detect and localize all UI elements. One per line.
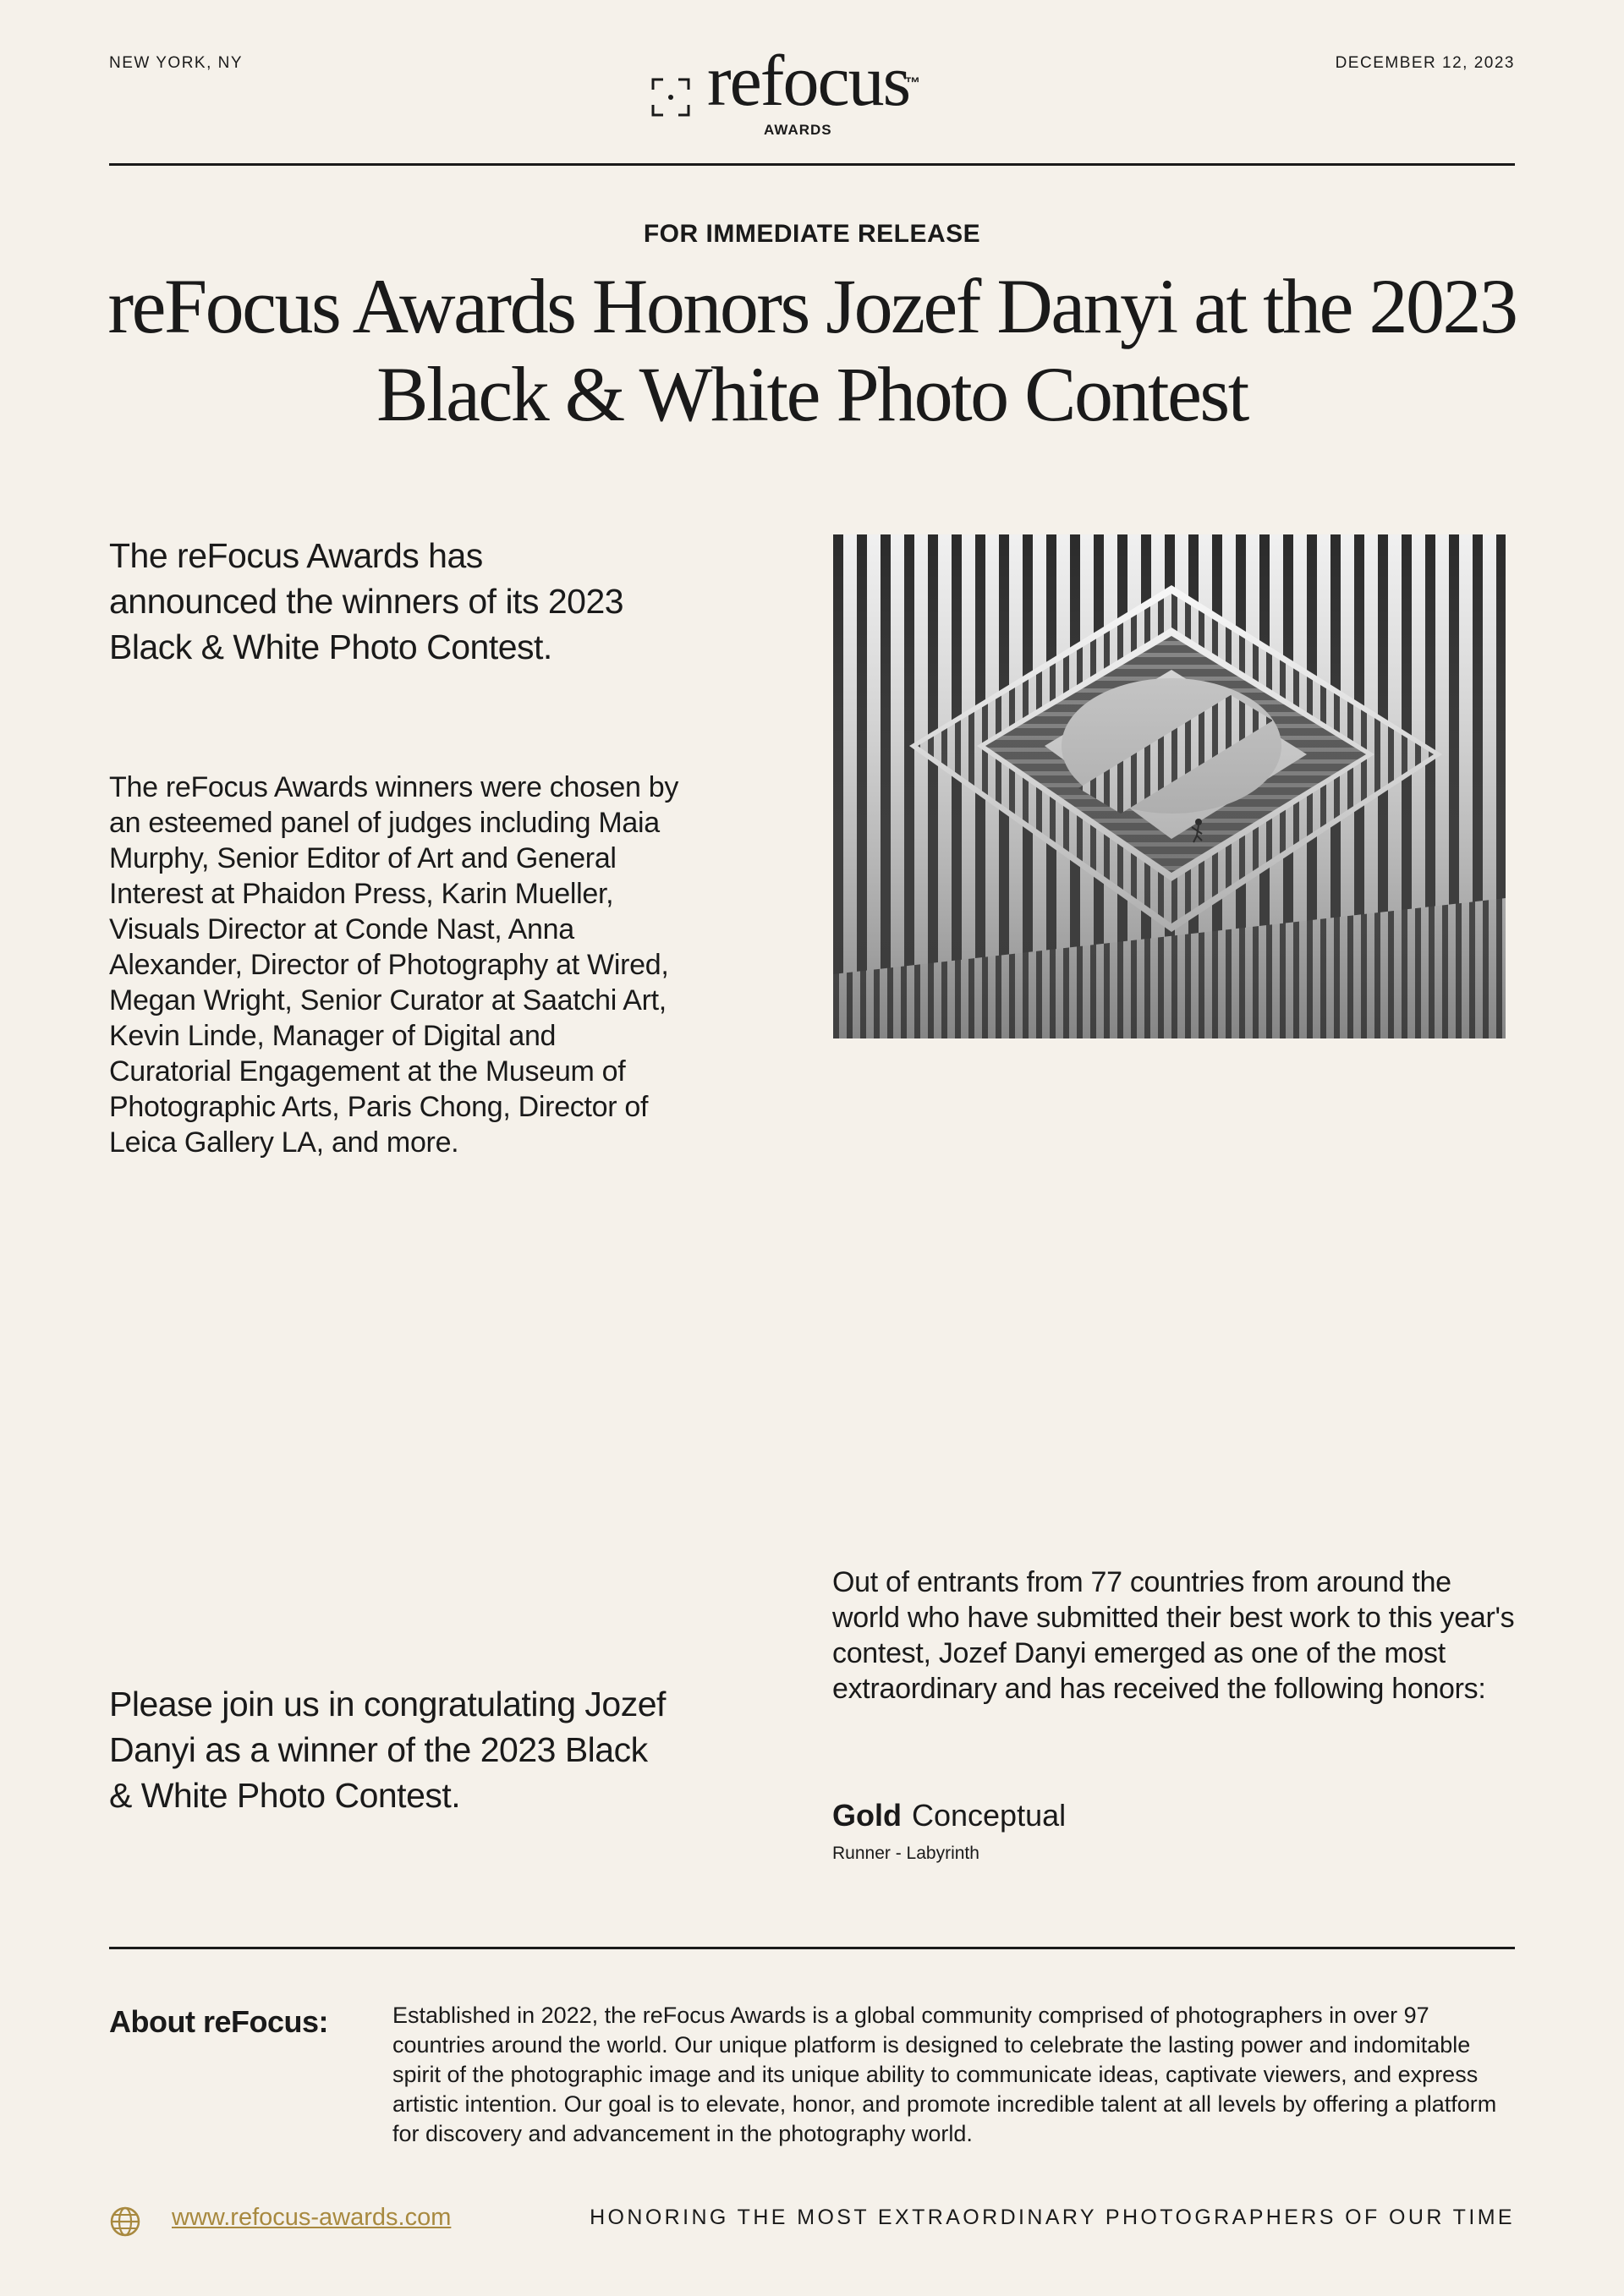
website-link[interactable]: www.refocus-awards.com: [172, 2204, 452, 2231]
location-text: NEW YORK, NY: [109, 54, 244, 72]
award-entry: [832, 1798, 1066, 1833]
congrats-paragraph: Please join us in congratulating Jozef Danyi as a winner of the 2023 Black & White Photo Contest.: [109, 1685, 666, 1815]
award-category: Conceptual: [911, 1798, 1067, 1833]
header-divider: [109, 163, 1515, 166]
logo-wordmark: refocus: [707, 40, 910, 121]
globe-icon: [109, 2206, 141, 2242]
intro-paragraph: The reFocus Awards has announced the winners of its 2023 Black & White Photo Contest.: [109, 536, 624, 666]
about-paragraph: Established in 2022, the reFocus Awards is a global community comprised of photographers in over 97 countries around the world. Our unique platform is designed to celebrate the lasting power and indomitable spirit of the photographic image and its unique ability to communicate ideas, captivate viewers, and express artistic intention. Our goal is to elevate, honor, and promote incredible talent at all levels by offering a platform for discovery and advancement in the photography world.: [392, 2003, 1497, 2146]
logo-trademark: ™: [905, 74, 920, 91]
tagline: HONORING THE MOST EXTRAORDINARY PHOTOGRAPHERS OF OUR TIME: [590, 2206, 1515, 2229]
about-label: About reFocus:: [109, 2004, 328, 2039]
countries-paragraph: Out of entrants from 77 countries from around the world who have submitted their best work to this year's contest, Jozef Danyi emerged as one of the most extraordinary and has received the following honors:: [832, 1566, 1515, 1705]
footer-divider: [109, 1947, 1515, 1949]
logo-subtitle: AWARDS: [764, 122, 832, 138]
winning-photo: [833, 534, 1506, 1038]
focus-bracket-icon: [651, 78, 690, 117]
award-work-title: Runner - Labyrinth: [832, 1844, 979, 1863]
headline: reFocus Awards Honors Jozef Danyi at the 2023 Black & White Photo Contest: [107, 263, 1517, 437]
release-label: FOR IMMEDIATE RELEASE: [643, 220, 981, 248]
award-level: Gold: [832, 1798, 902, 1833]
date-text: DECEMBER 12, 2023: [1335, 54, 1515, 72]
refocus-logo: [651, 40, 973, 142]
judges-paragraph: The reFocus Awards winners were chosen by an esteemed panel of judges including Maia Murphy, Senior Editor of Art and General Interest at Phaidon Press, Karin Mueller, Visuals Director at Conde Nast, Anna Alexander, Director of Photography at Wired, Megan Wright, Senior Curator at Saatchi Art, Kevin Linde, Manager of Digital and Curatorial Engagement at the Museum of Photographic Arts, Paris Chong, Director of Leica Gallery LA, and more.: [109, 771, 679, 1159]
